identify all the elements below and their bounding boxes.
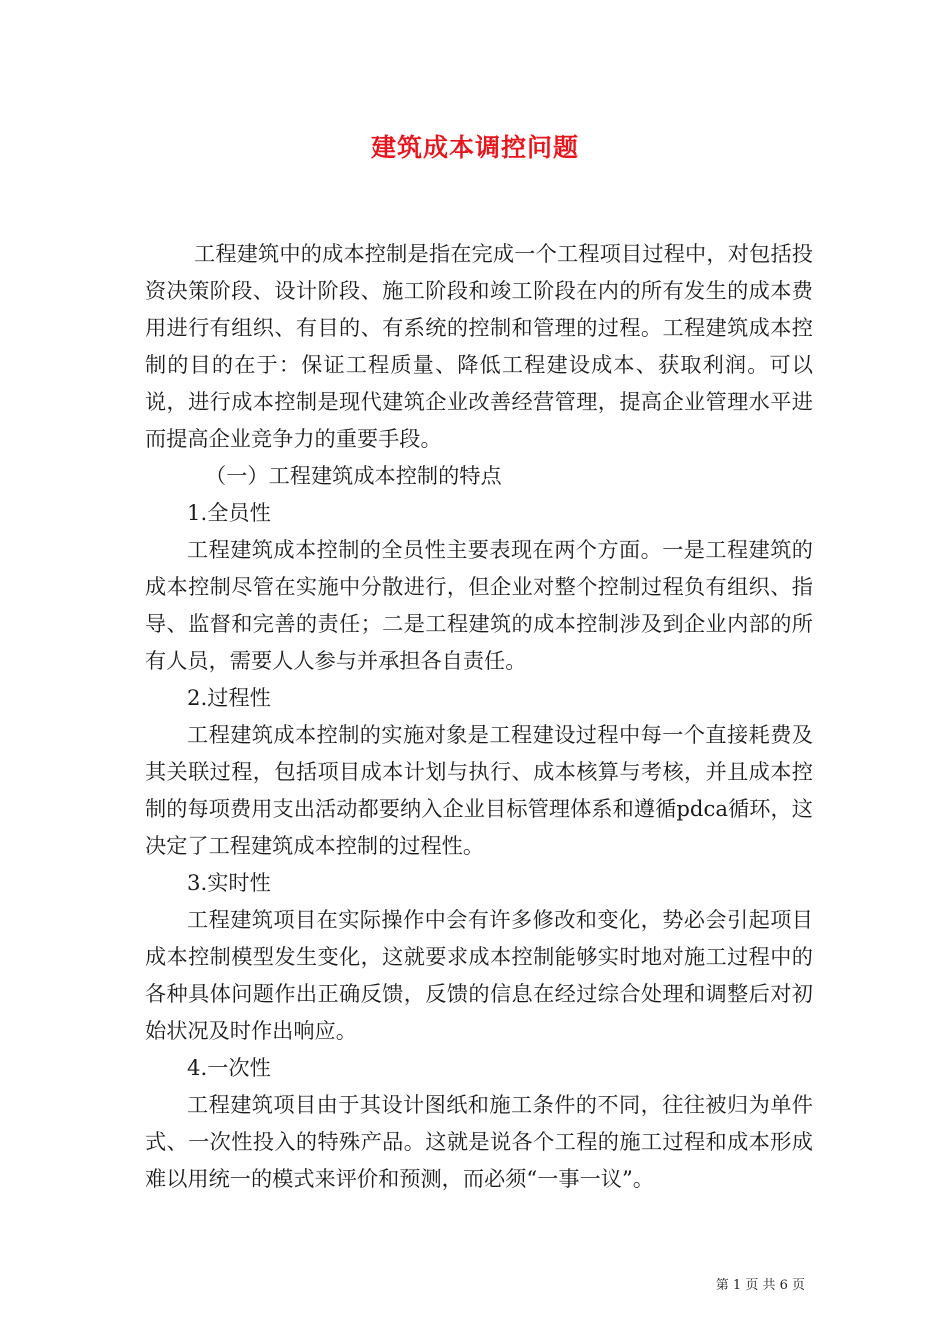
intro-paragraph: 工程建筑中的成本控制是指在完成一个工程项目过程中，对包括投资决策阶段、设计阶段、施工阶段和竣工阶段在内的所有发生的成本费用进行有组织、有目的、有系统的控制和管理的过程。工程建筑成本控制的目的在于：保证工程质量、降低工程建设成本、获取利润。可以说，进行成本控制是现代建筑企业改善经营管理，提高企业管理水平进而提高企业竞争力的重要手段。 (145, 241, 813, 451)
page-number: 第 1 页 共 6 页 (715, 1278, 805, 1293)
item-heading-3: 3.实时性 (187, 870, 271, 895)
item-paragraph-2: 工程建筑成本控制的实施对象是工程建设过程中每一个直接耗费及其关联过程，包括项目成本计划与执行、成本核算与考核，并且成本控制的每项费用支出活动都要纳入企业目标管理体系和遵循pdca循环，这决定了工程建筑成本控制的过程性。 (145, 722, 813, 858)
section-heading: （一）工程建筑成本控制的特点 (205, 463, 502, 488)
item-paragraph-3: 工程建筑项目在实际操作中会有许多修改和变化，势必会引起项目成本控制模型发生变化，这就要求成本控制能够实时地对施工过程中的各种具体问题作出正确反馈，反馈的信息在经过综合处理和调整后对初始状况及时作出响应。 (145, 907, 813, 1043)
item-heading-4: 4.一次性 (187, 1055, 271, 1080)
item-paragraph-1: 工程建筑成本控制的全员性主要表现在两个方面。一是工程建筑的成本控制尽管在实施中分散进行，但企业对整个控制过程负有组织、指导、监督和完善的责任；二是工程建筑的成本控制涉及到企业内部的所有人员，需要人人参与并承担各自责任。 (145, 537, 813, 673)
document-title: 建筑成本调控问题 (370, 133, 579, 162)
item-paragraph-4: 工程建筑项目由于其设计图纸和施工条件的不同，往往被归为单件式、一次性投入的特殊产品。这就是说各个工程的施工过程和成本形成难以用统一的模式来评价和预测，而必须“一事一议”。 (145, 1092, 813, 1191)
item-heading-1: 1.全员性 (187, 500, 271, 525)
item-heading-2: 2.过程性 (187, 685, 271, 710)
document-body (145, 235, 813, 1197)
